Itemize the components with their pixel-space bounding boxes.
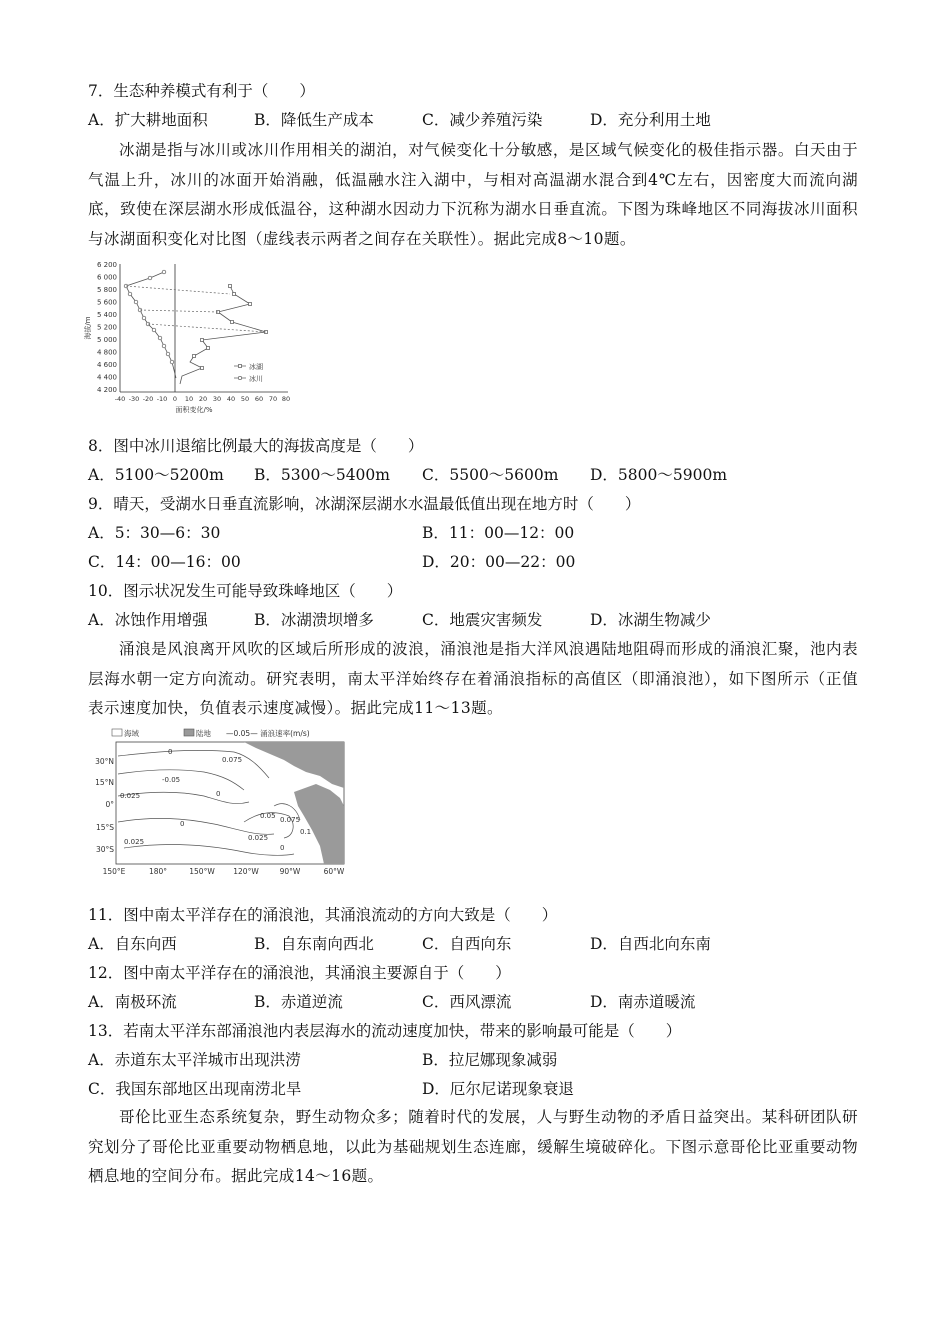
- x-tick: 70: [268, 395, 278, 403]
- passage-colombia: 哥伦比亚生态系统复杂，野生动物众多；随着时代的发展，人与野生动物的矛盾日益突出。某科研团队研究划分了哥伦比亚重要动物栖息地，以此为基础规划生态连廊，缓解生境破碎化。下图示意哥伦比亚重要动物栖息地的空间分布。据此完成14～16题。: [88, 1108, 858, 1185]
- q8-option-c[interactable]: C．5500～5600m: [422, 466, 559, 484]
- lat-label: 15°N: [95, 778, 114, 787]
- q12-option-d[interactable]: D．南赤道暖流: [590, 993, 696, 1011]
- y-tick: 5 800: [96, 286, 117, 294]
- q13-option-b[interactable]: B．拉尼娜现象减弱: [422, 1051, 558, 1069]
- q12-option-a[interactable]: A．南极环流: [88, 993, 177, 1011]
- q10-option-b[interactable]: B．冰湖溃坝增多: [254, 611, 374, 629]
- q9-option-b[interactable]: B．11：00—12：00: [422, 524, 575, 542]
- x-tick: 50: [240, 395, 250, 403]
- lat-label: 30°N: [95, 757, 114, 766]
- q9-stem: 9．晴天，受湖水日垂直流影响，冰湖深层湖水水温最低值出现在地方时（ ）: [88, 495, 641, 513]
- lon-label: 90°W: [279, 867, 301, 876]
- x-tick: -30: [128, 395, 140, 403]
- legend-lake: 冰湖: [249, 363, 263, 371]
- y-tick: 5 400: [96, 311, 117, 319]
- svg-text:0.025: 0.025: [124, 838, 145, 846]
- svg-text:0.075: 0.075: [280, 816, 301, 824]
- q7-option-d[interactable]: D．充分利用土地: [590, 111, 711, 129]
- x-axis-label: 面积变化/%: [175, 406, 213, 414]
- y-tick: 4 200: [96, 386, 117, 394]
- passage-glacier-lake: 冰湖是指与冰川或冰川作用相关的湖泊，对气候变化十分敏感，是区域气候变化的极佳指示器。白天由于气温上升，冰川的冰面开始消融，低温融水注入湖中，与相对高温湖水混合到4℃左右，因密度大而流向湖底，致使在深层湖水形成低温谷，这种湖水因动力下沉称为湖水日垂直流。下图为珠峰地区不同海拔冰川面积与冰湖面积变化对比图（虚线表示两者之间存在关联性）。据此完成8～10题。: [88, 141, 858, 248]
- x-tick: 60: [254, 395, 264, 403]
- svg-text:0: 0: [216, 790, 221, 798]
- lat-label: 30°S: [95, 845, 114, 854]
- q13-stem: 13．若南太平洋东部涌浪池内表层海水的流动速度加快，带来的影响最可能是（ ）: [88, 1022, 682, 1040]
- legend-sea: 海域: [124, 729, 139, 738]
- svg-text:0: 0: [168, 748, 173, 756]
- y-tick: 5 000: [96, 336, 117, 344]
- svg-text:0.025: 0.025: [248, 834, 269, 842]
- q10-option-a[interactable]: A．冰蚀作用增强: [88, 611, 208, 629]
- x-tick: -40: [114, 395, 126, 403]
- svg-text:-0.05: -0.05: [162, 776, 181, 784]
- svg-text:0.05: 0.05: [260, 812, 276, 820]
- y-tick: 4 800: [96, 348, 117, 357]
- figure-glacier-lake-chart: [84, 256, 294, 416]
- q9-option-d[interactable]: D．20：00—22：00: [422, 553, 576, 571]
- x-tick: 0: [172, 395, 178, 403]
- q9-option-c[interactable]: C．14：00—16：00: [88, 553, 241, 571]
- q8-stem: 8．图中冰川退缩比例最大的海拔高度是（ ）: [88, 437, 424, 455]
- y-axis-label: 海拔/m: [84, 316, 92, 340]
- q8-option-d[interactable]: D．5800～5900m: [590, 466, 728, 484]
- legend-land: 陆地: [196, 729, 211, 738]
- svg-text:0: 0: [280, 844, 285, 852]
- svg-text:0.075: 0.075: [222, 756, 243, 764]
- svg-text:0.025: 0.025: [120, 792, 141, 800]
- lat-label: 15°S: [95, 823, 114, 832]
- q10-option-c[interactable]: C．地震灾害频发: [422, 611, 543, 629]
- y-tick: 6 200: [96, 261, 117, 269]
- lon-label: 60°W: [323, 867, 345, 876]
- q13-option-d[interactable]: D．厄尔尼诺现象衰退: [422, 1080, 574, 1098]
- q11-option-b[interactable]: B．自东南向西北: [254, 935, 374, 953]
- y-tick: 5 600: [96, 298, 117, 307]
- y-tick: 4 600: [96, 361, 117, 369]
- lon-label: 120°W: [233, 867, 259, 876]
- q8-option-b[interactable]: B．5300～5400m: [254, 466, 390, 484]
- q7-option-c[interactable]: C．减少养殖污染: [422, 111, 543, 129]
- x-tick: 10: [184, 395, 194, 403]
- lon-label: 180°: [148, 867, 168, 876]
- legend-glacier: 冰川: [249, 375, 263, 383]
- q13-option-c[interactable]: C．我国东部地区出现南涝北旱: [88, 1080, 302, 1098]
- y-tick: 6 000: [96, 273, 117, 282]
- x-tick: 20: [198, 395, 208, 403]
- q7-option-b[interactable]: B．降低生产成本: [254, 111, 374, 129]
- q7-option-a[interactable]: A．扩大耕地面积: [88, 111, 208, 129]
- passage-swell-pool: 涌浪是风浪离开风吹的区域后所形成的波浪，涌浪池是指大洋风浪遇陆地阻碍而形成的涌浪汇聚，池内表层海水朝一定方向流动。研究表明，南太平洋始终存在着涌浪指标的高值区（即涌浪池），如下图所示（正值表示速度加快，负值表示速度减慢）。据此完成11～13题。: [88, 640, 858, 717]
- x-tick: -10: [156, 395, 168, 403]
- q11-option-c[interactable]: C．自西向东: [422, 935, 512, 953]
- legend-contour: —0.05— 涌浪速率(m/s): [226, 729, 310, 738]
- figure-swell-map: [84, 726, 350, 878]
- lat-label: 0°: [105, 800, 114, 809]
- y-tick: 5 200: [96, 323, 117, 332]
- q12-stem: 12．图中南太平洋存在的涌浪池，其涌浪主要源自于（ ）: [88, 964, 511, 982]
- q11-option-d[interactable]: D．自西北向东南: [590, 935, 711, 953]
- lon-label: 150°E: [102, 867, 126, 876]
- q12-option-c[interactable]: C．西风漂流: [422, 993, 512, 1011]
- svg-text:0.1: 0.1: [300, 828, 312, 836]
- q8-option-a[interactable]: A．5100～5200m: [88, 466, 224, 484]
- y-tick: 4 400: [96, 373, 117, 382]
- svg-text:0: 0: [180, 820, 185, 828]
- x-tick: -20: [142, 395, 154, 403]
- lon-label: 150°W: [189, 867, 215, 876]
- q11-stem: 11．图中南太平洋存在的涌浪池，其涌浪流动的方向大致是（ ）: [88, 906, 558, 924]
- x-tick: 40: [226, 395, 236, 403]
- q10-stem: 10．图示状况发生可能导致珠峰地区（ ）: [88, 582, 403, 600]
- q7-stem: 7．生态种养模式有利于（ ）: [88, 82, 315, 100]
- x-tick: 30: [212, 395, 222, 403]
- q9-option-a[interactable]: A．5：30—6：30: [88, 524, 221, 542]
- x-tick: 80: [281, 395, 291, 403]
- q12-option-b[interactable]: B．赤道逆流: [254, 993, 343, 1011]
- q10-option-d[interactable]: D．冰湖生物减少: [590, 611, 711, 629]
- q13-option-a[interactable]: A．赤道东太平洋城市出现洪涝: [88, 1051, 301, 1069]
- q11-option-a[interactable]: A．自东向西: [88, 935, 177, 953]
